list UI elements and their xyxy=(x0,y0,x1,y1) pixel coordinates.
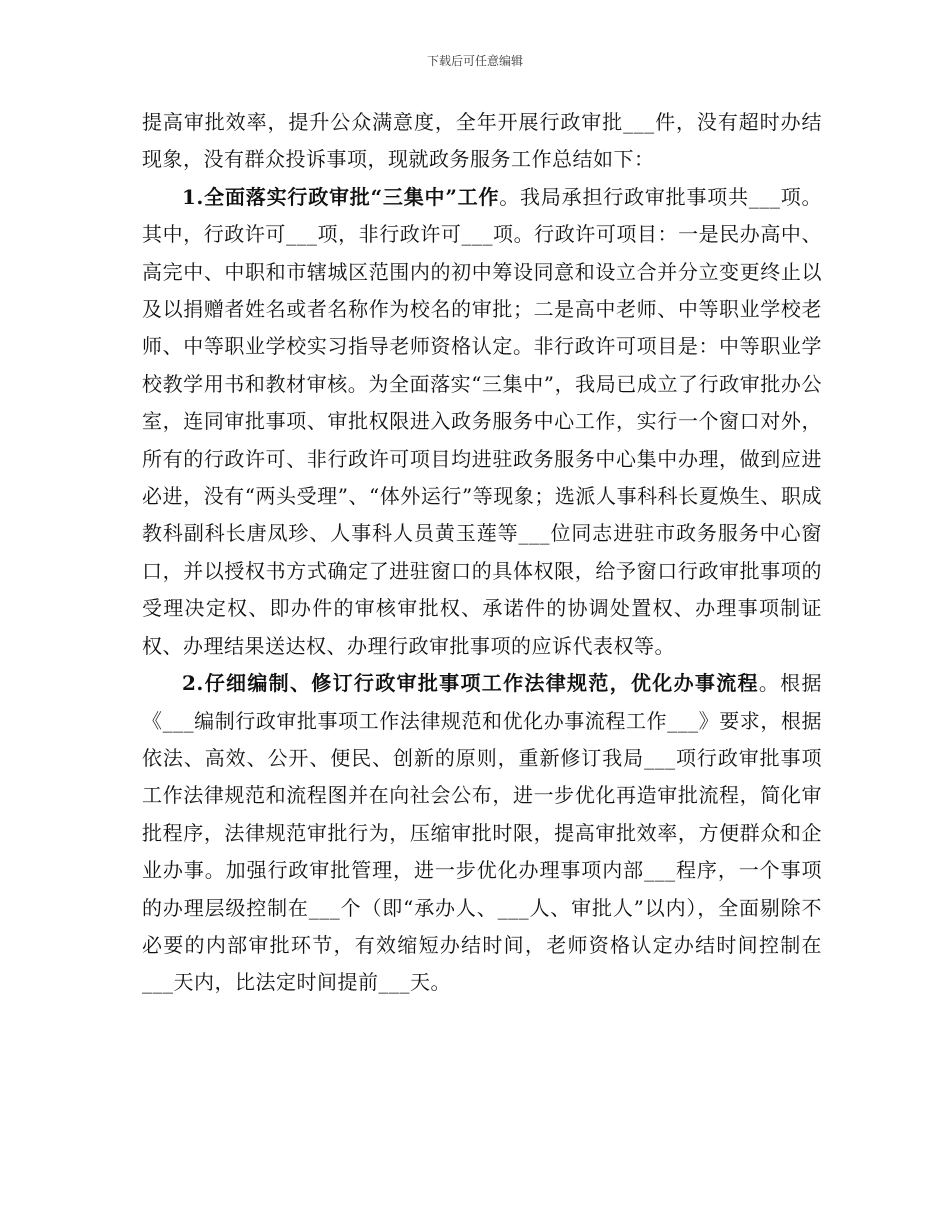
section-2-paragraph xyxy=(142,665,822,1002)
section-2-heading: 2.仔细编制、修订行政审批事项工作法律规范，优化办事流程 xyxy=(182,671,759,696)
section-2-text: 。根据《___编制行政审批事项工作法律规范和优化办事流程工作___》要求，根据依法、高效、公开、便民、创新的原则，重新修订我局___项行政审批事项工作法律规范和流程图并在向社会公布，进一步优化再造审批流程，简化审批程序，法律规范审批行为，压缩审批时限，提高审批效率，方便群众和企业办事。加强行政审批管理，进一步优化办理事项内部___程序，一个事项的办理层级控制在___个（即“承办人、___人、审批人”以内），全面剔除不必要的内部审批环节，有效缩短办结时间，老师资格认定办结时间控制在___天内，比法定时间提前___天。 xyxy=(142,671,822,995)
section-1-text: 。我局承担行政审批事项共___项。其中，行政许可___项，非行政许可___项。行政许可项目：一是民办高中、高完中、中职和市辖城区范围内的初中筹设同意和设立合并分立变更终止以及以捐赠者姓名或者名称作为校名的审批；二是高中老师、中等职业学校老师、中等职业学校实习指导老师资格认定。非行政许可项目是：中等职业学校教学用书和教材审核。为全面落实“三集中”，我局已成立了行政审批办公室，连同审批事项、审批权限进入政务服务中心工作，实行一个窗口对外，所有的行政许可、非行政许可项目均进驻政务服务中心集中办理，做到应进必进，没有“两头受理”、“体外运行”等现象；选派人事科科长夏焕生、职成教科副科长唐凤珍、人事科人员黄玉莲等___位同志进驻市政务服务中心窗口，并以授权书方式确定了进驻窗口的具体权限，给予窗口行政审批事项的受理决定权、即办件的审核审批权、承诺件的协调处置权、办理事项制证权、办理结果送达权、办理行政审批事项的应诉代表权等。 xyxy=(142,184,823,658)
section-1-heading: 1.全面落实行政审批“三集中”工作 xyxy=(182,184,500,209)
section-1-paragraph xyxy=(142,179,822,665)
intro-paragraph: 提高审批效率，提升公众满意度，全年开展行政审批___件，没有超时办结现象，没有群众投诉事项，现就政务服务工作总结如下： xyxy=(142,110,822,172)
document-body xyxy=(142,104,822,1002)
page-header: 下载后可任意编辑 xyxy=(426,54,523,68)
